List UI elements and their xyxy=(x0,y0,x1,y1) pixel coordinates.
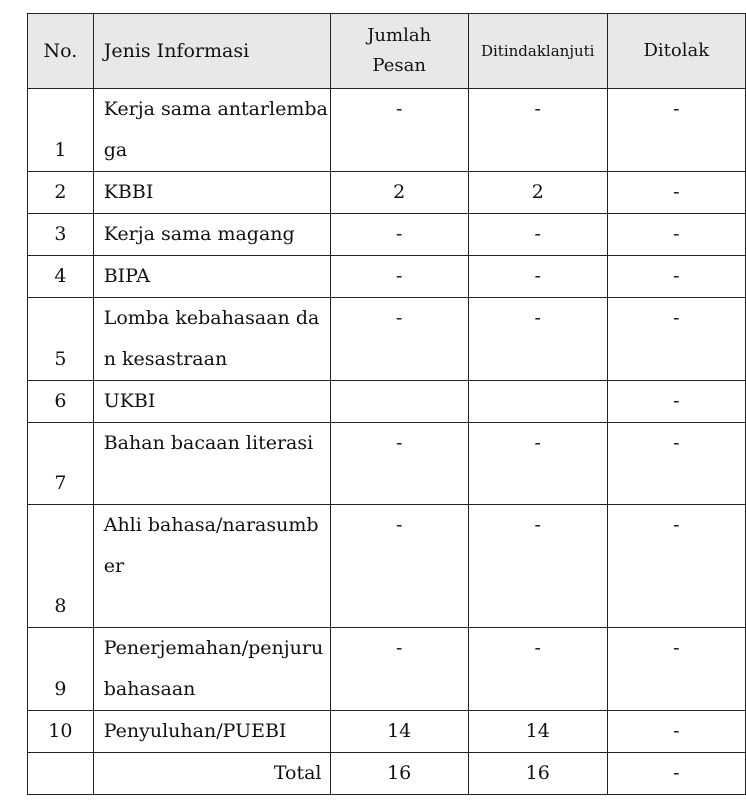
ditolak-cell: - xyxy=(607,711,745,753)
header-ditindaklanjuti: Ditindaklanjuti xyxy=(468,14,607,89)
ditolak-cell: - xyxy=(607,505,745,628)
row-number: 4 xyxy=(28,256,94,298)
ditolak-cell: - xyxy=(607,214,745,256)
row-number: 2 xyxy=(28,172,94,214)
table-row xyxy=(28,628,746,711)
header-no: No. xyxy=(28,14,94,89)
ditindaklanjuti-cell: - xyxy=(468,628,607,711)
table-row xyxy=(28,298,746,381)
table-row xyxy=(28,172,746,214)
row-number: 5 xyxy=(28,298,94,381)
jenis-informasi-cell: Bahan bacaan literasi xyxy=(93,423,330,505)
jumlah-pesan-cell: - xyxy=(330,628,468,711)
jenis-informasi-cell: Kerja sama magang xyxy=(93,214,330,256)
row-number: 6 xyxy=(28,381,94,423)
ditolak-cell: - xyxy=(607,89,745,172)
table-row xyxy=(28,423,746,505)
row-number: 8 xyxy=(28,505,94,628)
ditindaklanjuti-cell: - xyxy=(468,423,607,505)
jenis-informasi-cell: BIPA xyxy=(93,256,330,298)
total-no-cell xyxy=(28,753,94,795)
table-row xyxy=(28,711,746,753)
header-ditolak: Ditolak xyxy=(607,14,745,89)
information-table xyxy=(27,13,746,795)
jumlah-pesan-cell: - xyxy=(330,214,468,256)
jumlah-pesan-cell: - xyxy=(330,256,468,298)
jumlah-pesan-cell: - xyxy=(330,505,468,628)
ditindaklanjuti-cell: - xyxy=(468,89,607,172)
ditolak-cell: - xyxy=(607,256,745,298)
table-row xyxy=(28,214,746,256)
header-jumlah-line2: Pesan xyxy=(372,55,426,76)
ditolak-cell: - xyxy=(607,381,745,423)
header-jumlah-line1: Jumlah xyxy=(367,25,432,46)
table-row xyxy=(28,89,746,172)
jumlah-pesan-cell: 2 xyxy=(330,172,468,214)
jenis-informasi-cell: Ahli bahasa/narasumber xyxy=(93,505,330,628)
ditindaklanjuti-cell: 2 xyxy=(468,172,607,214)
ditindaklanjuti-cell: 14 xyxy=(468,711,607,753)
ditindaklanjuti-cell: - xyxy=(468,256,607,298)
ditolak-cell: - xyxy=(607,628,745,711)
ditolak-cell: - xyxy=(607,423,745,505)
table-row xyxy=(28,256,746,298)
jenis-informasi-cell: Kerja sama antarlembaga xyxy=(93,89,330,172)
total-label: Total xyxy=(93,753,330,795)
row-number: 7 xyxy=(28,423,94,505)
jenis-informasi-cell: Lomba kebahasaan dan kesastraan xyxy=(93,298,330,381)
header-jumlah-pesan xyxy=(330,14,468,89)
jenis-informasi-cell: UKBI xyxy=(93,381,330,423)
table-row xyxy=(28,381,746,423)
jumlah-pesan-cell xyxy=(330,381,468,423)
jumlah-pesan-cell: 14 xyxy=(330,711,468,753)
header-jenis-informasi: Jenis Informasi xyxy=(93,14,330,89)
jenis-informasi-cell: KBBI xyxy=(93,172,330,214)
total-jumlah: 16 xyxy=(330,753,468,795)
row-number: 3 xyxy=(28,214,94,256)
ditindaklanjuti-cell: - xyxy=(468,505,607,628)
jenis-informasi-cell: Penyuluhan/PUEBI xyxy=(93,711,330,753)
table-row xyxy=(28,505,746,628)
jenis-informasi-cell: Penerjemahan/penjurubahasaan xyxy=(93,628,330,711)
jumlah-pesan-cell: - xyxy=(330,423,468,505)
ditolak-cell: - xyxy=(607,172,745,214)
ditindaklanjuti-cell xyxy=(468,381,607,423)
ditindaklanjuti-cell: - xyxy=(468,298,607,381)
ditindaklanjuti-cell: - xyxy=(468,214,607,256)
total-row xyxy=(28,753,746,795)
header-row xyxy=(28,14,746,89)
ditolak-cell: - xyxy=(607,298,745,381)
row-number: 10 xyxy=(28,711,94,753)
jumlah-pesan-cell: - xyxy=(330,298,468,381)
row-number: 1 xyxy=(28,89,94,172)
total-ditindaklanjuti: 16 xyxy=(468,753,607,795)
row-number: 9 xyxy=(28,628,94,711)
jumlah-pesan-cell: - xyxy=(330,89,468,172)
total-ditolak: - xyxy=(607,753,745,795)
